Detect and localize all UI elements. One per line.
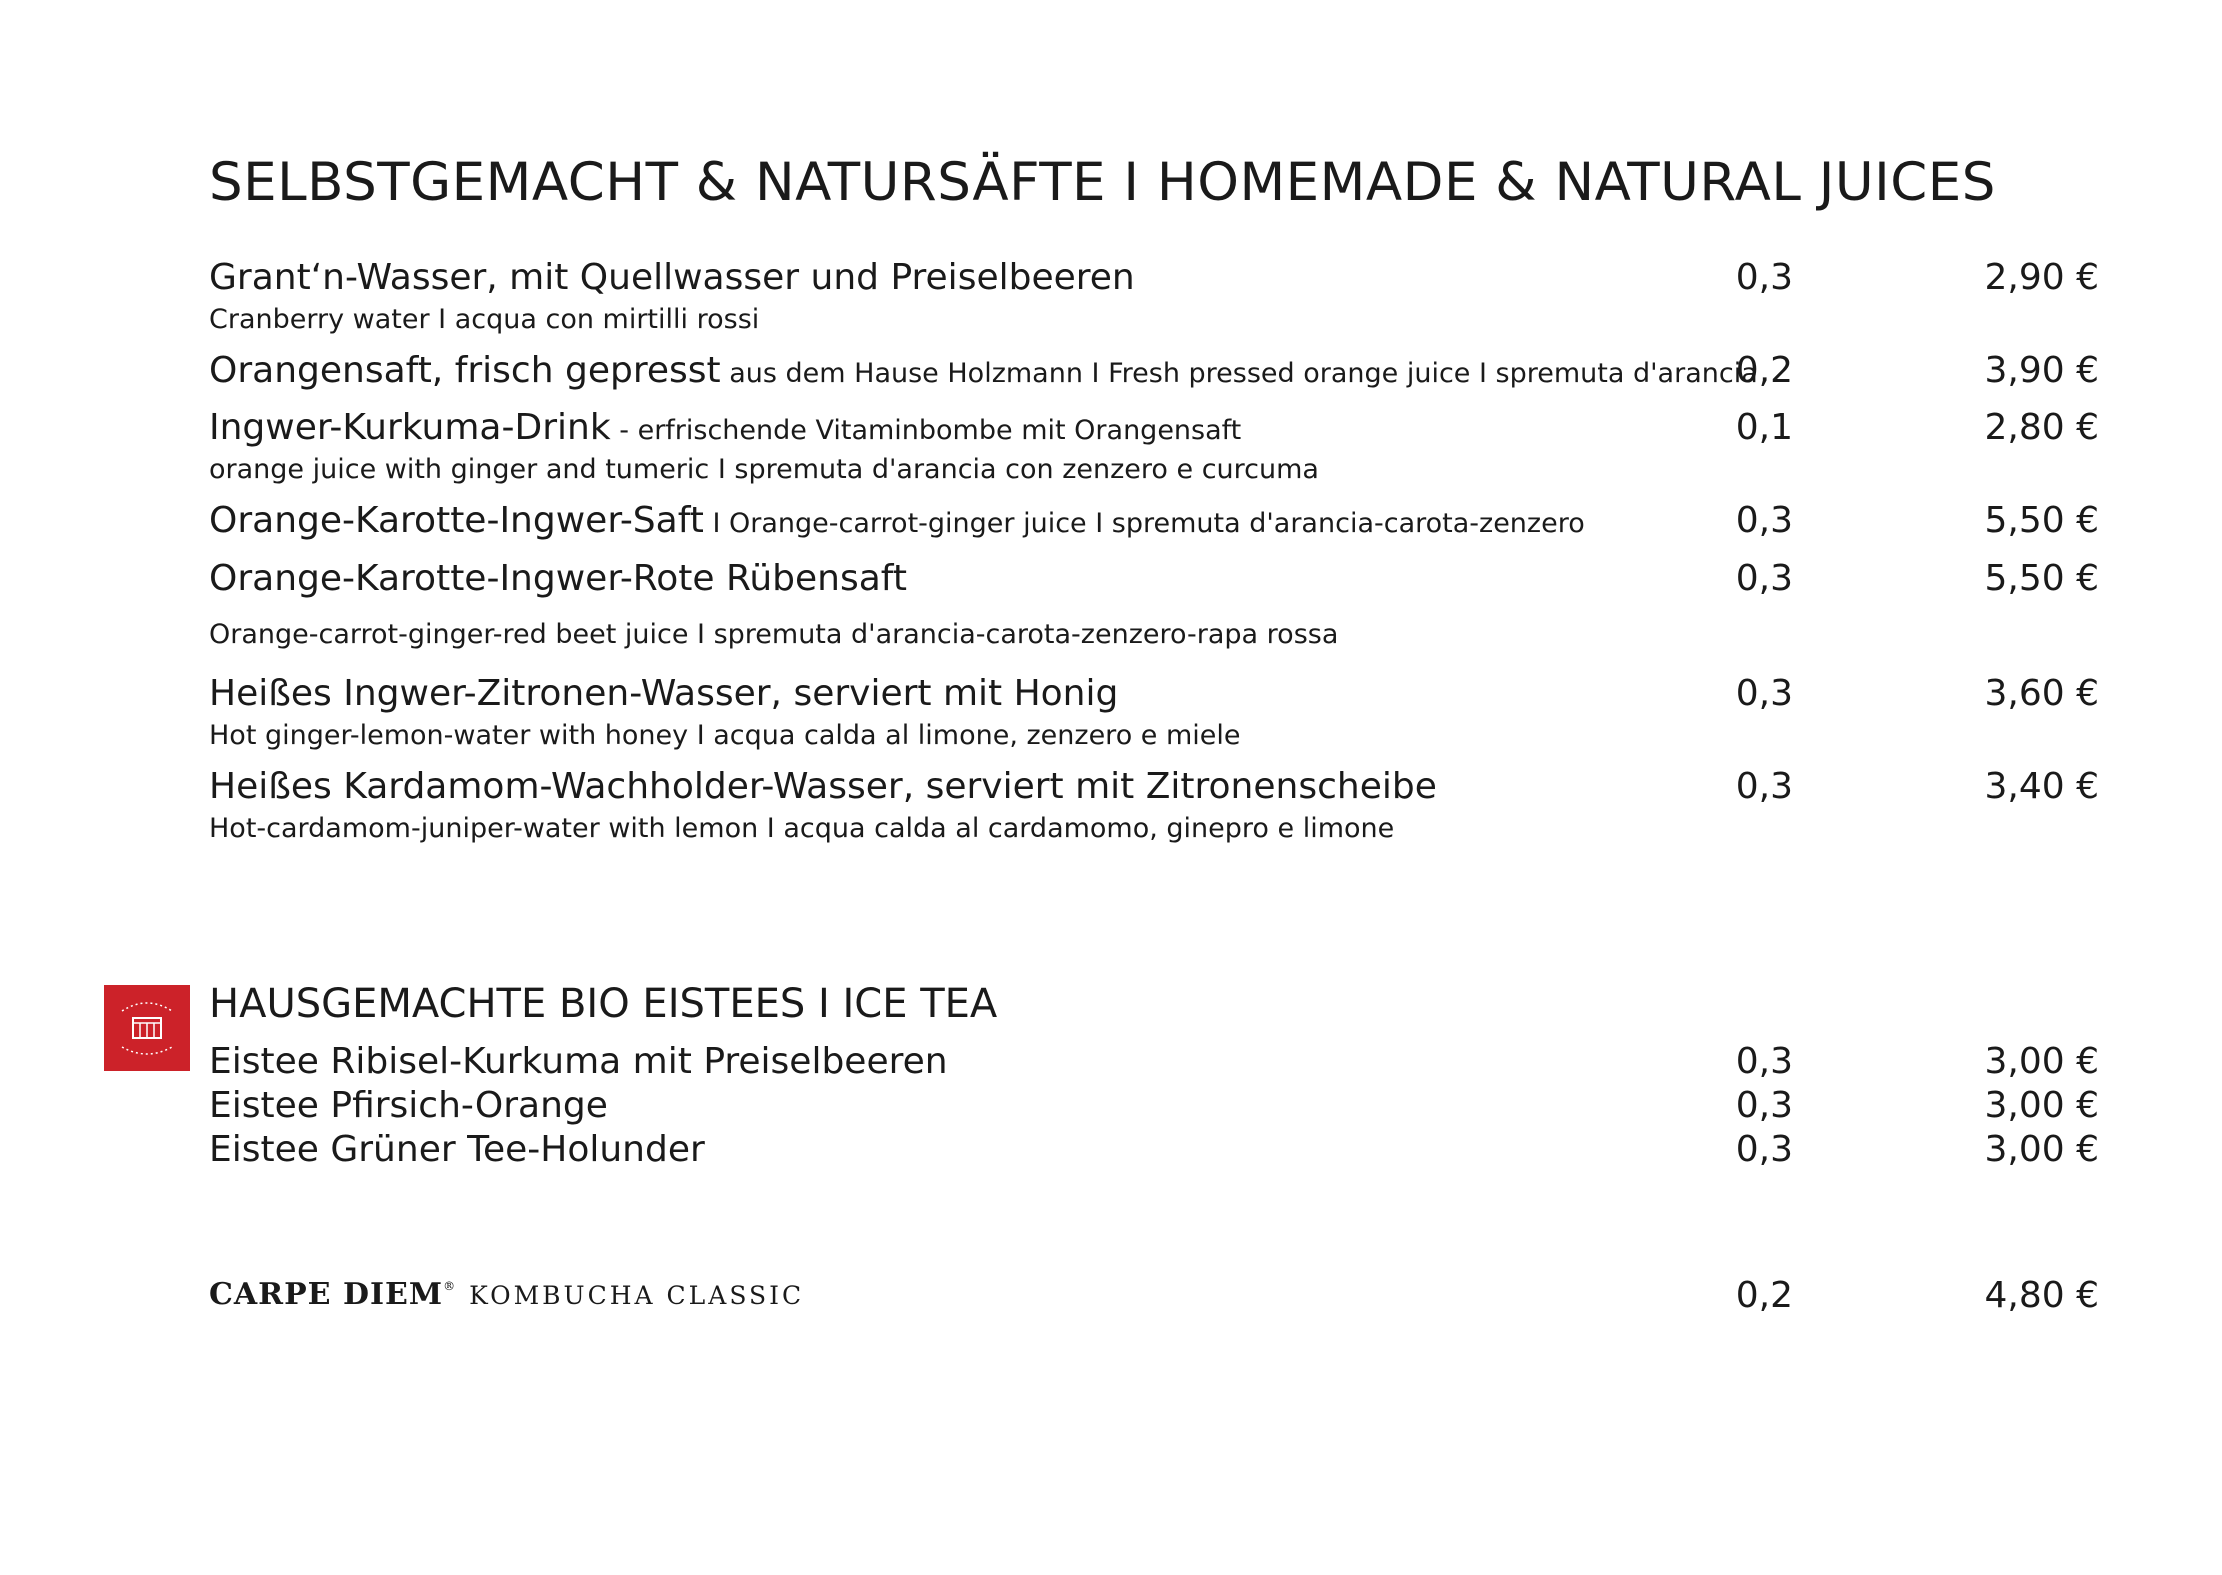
menu-item bbox=[209, 674, 2109, 752]
menu-item-price: 4,80 € bbox=[1984, 1275, 2099, 1316]
menu-item-price: 5,50 € bbox=[1984, 558, 2099, 599]
menu-item-volume: 0,3 bbox=[1735, 1129, 1793, 1170]
menu-item bbox=[209, 351, 2109, 391]
menu-item-price: 3,00 € bbox=[1984, 1129, 2099, 1170]
menu-item bbox=[209, 408, 2109, 486]
menu-item bbox=[209, 1130, 2109, 1170]
menu-item-price: 5,50 € bbox=[1984, 500, 2099, 541]
menu-item bbox=[209, 767, 2109, 845]
menu-item-volume: 0,2 bbox=[1735, 1275, 1793, 1316]
menu-item-price: 3,60 € bbox=[1984, 673, 2099, 714]
menu-item bbox=[209, 1086, 2109, 1126]
menu-item bbox=[209, 1042, 2109, 1082]
menu-item-translation: orange juice with ginger and tumeric I spremuta d'arancia con zenzero e curcuma bbox=[209, 453, 1319, 485]
menu-item-volume: 0,3 bbox=[1735, 1085, 1793, 1126]
menu-item-volume: 0,3 bbox=[1735, 500, 1793, 541]
menu-item-price: 3,40 € bbox=[1984, 766, 2099, 807]
menu-item-volume: 0,3 bbox=[1735, 558, 1793, 599]
menu-item-volume: 0,3 bbox=[1735, 766, 1793, 807]
registered-mark: ® bbox=[443, 1279, 456, 1293]
menu-item-name: Heißes Kardamom-Wachholder-Wasser, serviert mit Zitronenscheibe bbox=[209, 766, 1437, 807]
menu-item bbox=[209, 258, 2109, 336]
kombucha-item bbox=[209, 1277, 805, 1312]
menu-item-translation: Orange-carrot-ginger-red beet juice I spremuta d'arancia-carota-zenzero-rapa rossa bbox=[209, 618, 1339, 650]
menu-item-name: Eistee Ribisel-Kurkuma mit Preiselbeeren bbox=[209, 1041, 948, 1082]
teehaus-logo-icon bbox=[104, 985, 190, 1071]
menu-item bbox=[209, 501, 2109, 541]
menu-item-volume: 0,3 bbox=[1735, 1041, 1793, 1082]
menu-item-name: Orange-Karotte-Ingwer-Rote Rübensaft bbox=[209, 558, 907, 599]
menu-item bbox=[209, 559, 2109, 651]
section-title-juices: SELBSTGEMACHT & NATURSÄFTE I HOMEMADE & NATURAL JUICES bbox=[209, 152, 1996, 213]
menu-item-name: Eistee Pfirsich-Orange bbox=[209, 1085, 608, 1126]
menu-item-price: 3,00 € bbox=[1984, 1041, 2099, 1082]
menu-item-volume: 0,3 bbox=[1735, 257, 1793, 298]
menu-item-translation: Hot ginger-lemon-water with honey I acqua calda al limone, zenzero e miele bbox=[209, 719, 1241, 751]
menu-item-price: 2,80 € bbox=[1984, 407, 2099, 448]
menu-item-name: Orangensaft, frisch gepresst aus dem Hause Holzmann I Fresh pressed orange juice I spremuta d'arancia bbox=[209, 350, 1758, 391]
menu-item-volume: 0,1 bbox=[1735, 407, 1793, 448]
menu-item-price: 3,00 € bbox=[1984, 1085, 2099, 1126]
menu-item-name: Eistee Grüner Tee-Holunder bbox=[209, 1129, 705, 1170]
menu-item-volume: 0,2 bbox=[1735, 350, 1793, 391]
menu-item-translation: Cranberry water I acqua con mirtilli rossi bbox=[209, 303, 760, 335]
menu-item-price: 2,90 € bbox=[1984, 257, 2099, 298]
section-title-ice-tea: HAUSGEMACHTE BIO EISTEES I ICE TEA bbox=[209, 981, 998, 1027]
menu-item-name: Heißes Ingwer-Zitronen-Wasser, serviert mit Honig bbox=[209, 673, 1119, 714]
menu-item-price: 3,90 € bbox=[1984, 350, 2099, 391]
menu-item-name: Ingwer-Kurkuma-Drink - erfrischende Vitaminbombe mit Orangensaft bbox=[209, 407, 1242, 448]
kombucha-brand: CARPE DIEM bbox=[209, 1277, 444, 1312]
kombucha-name: KOMBUCHA CLASSIC bbox=[469, 1281, 805, 1310]
menu-item-volume: 0,3 bbox=[1735, 673, 1793, 714]
menu-item-name: Grant‘n-Wasser, mit Quellwasser und Preiselbeeren bbox=[209, 257, 1135, 298]
menu-item-translation: Hot-cardamom-juniper-water with lemon I acqua calda al cardamomo, ginepro e limone bbox=[209, 812, 1395, 844]
menu-item-name: Orange-Karotte-Ingwer-Saft I Orange-carrot-ginger juice I spremuta d'arancia-carota-zenzero bbox=[209, 500, 1585, 541]
